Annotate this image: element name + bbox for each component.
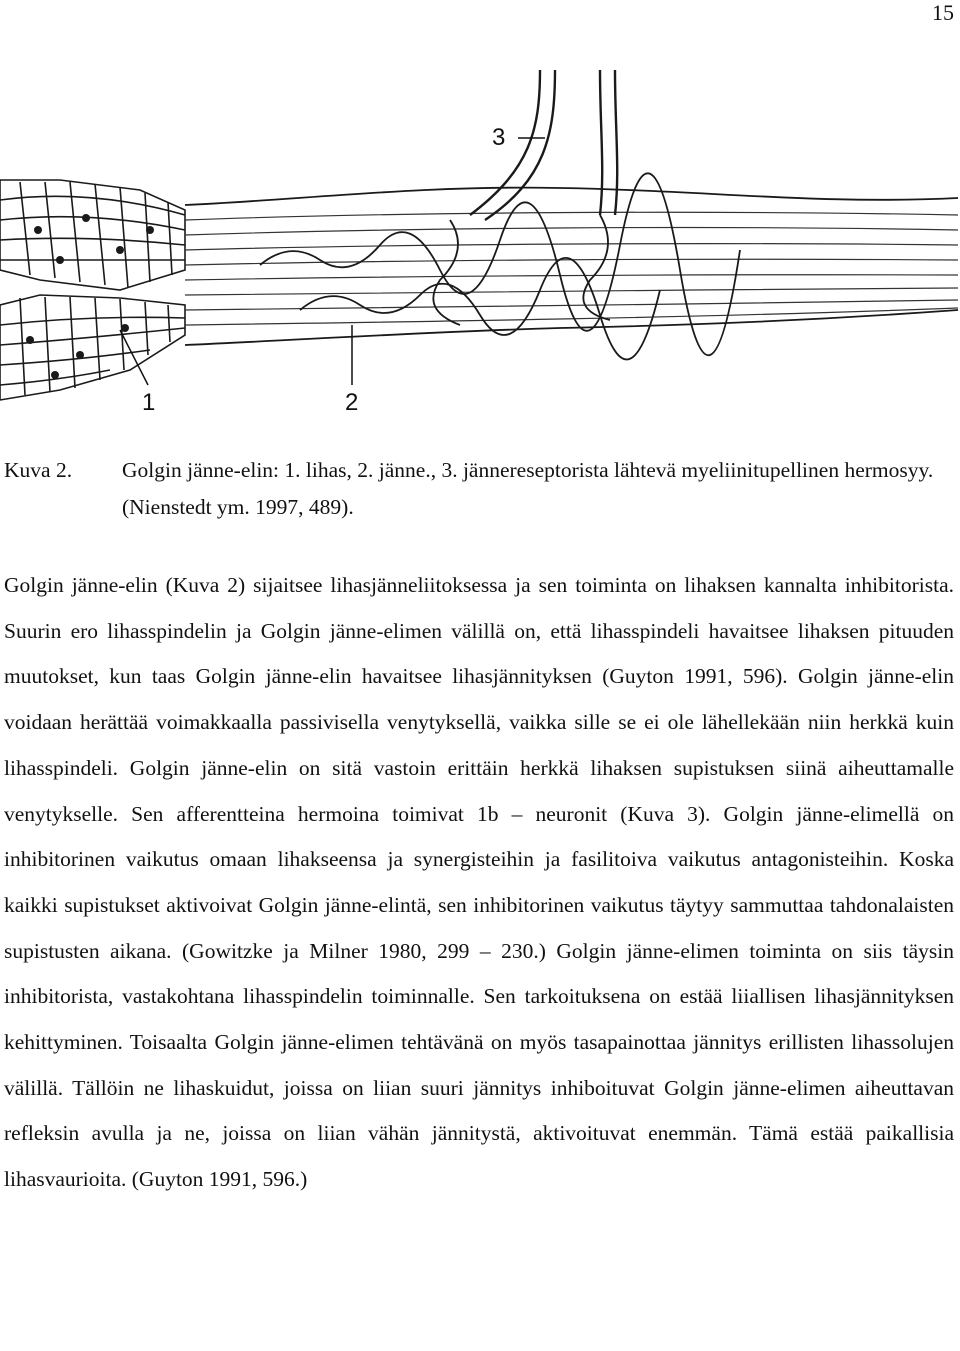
figure-caption	[4, 452, 954, 526]
tendon-capsule	[185, 188, 958, 345]
golgi-tendon-organ-figure	[0, 70, 960, 420]
figure-label-2: 2	[345, 389, 359, 416]
caption-label: Kuva 2.	[4, 458, 73, 482]
figure-labels	[142, 124, 505, 416]
caption-text: Golgin jänne-elin: 1. lihas, 2. jänne., 3. jännereseptorista lähtevä myeliinitupellinen hermosyy. (Nienstedt ym. 1997, 489).	[122, 458, 934, 519]
body-paragraph: Golgin jänne-elin (Kuva 2) sijaitsee lihasjänneliitoksessa ja sen toiminta on lihaksen kannalta inhibitorista. Suurin ero lihasspindelin ja Golgin jänne-elimen välillä on, että lihasspindeli havaitsee lihaksen pituuden muutokset, kun taas Golgin jänne-elin havaitsee lihasjännityksen (Guyton 1991, 596). Golgin jänne-elin voidaan herättää voimakkaalla passivisella venytyksellä, vaikka sille se ei ole lähellekään niin herkkä kuin lihasspindeli. Golgin jänne-elin on sitä vastoin erittäin herkkä lihaksen supistuksen siinä aiheuttamalle venytykselle. Sen afferentteina hermoina toimivat 1b – neuronit (Kuva 3). Golgin jänne-elimellä on inhibitorinen vaikutus omaan lihakseensa ja synergisteihin ja fasilitoiva vaikutus antagonisteihin. Koska kaikki supistukset aktivoivat Golgin jänne-elintä, sen inhibitorinen vaikutus täytyy sammuttaa tahdonalaisten supistusten aikana. (Gowitzke ja Milner 1980, 299 – 230.) Golgin jänne-elimen toiminta on siis täysin inhibitorista, vastakohtana lihasspindelin toiminnalle. Sen tarkoituksena on estää liiallisen lihasjännityksen kehittyminen. Toisaalta Golgin jänne-elimen tehtävänä on myös tasapainottaa jännitys erillisten lihassolujen välillä. Tällöin ne lihaskuidut, joissa on liian suuri jännitys inhiboituvat Golgin jänne-elimen aiheuttavan refleksin avulla ja ne, joissa on liian vähän jännitystä, aktivoituvat enemmän. Tämä estää paikallisia lihasvaurioita. (Guyton 1991, 596.)	[4, 573, 954, 1192]
figure-label-3: 3	[492, 124, 506, 151]
page-number: 15	[932, 0, 954, 25]
nerve-endings	[260, 173, 740, 359]
figure-label-1: 1	[142, 389, 156, 416]
muscle-fibers	[0, 180, 185, 400]
